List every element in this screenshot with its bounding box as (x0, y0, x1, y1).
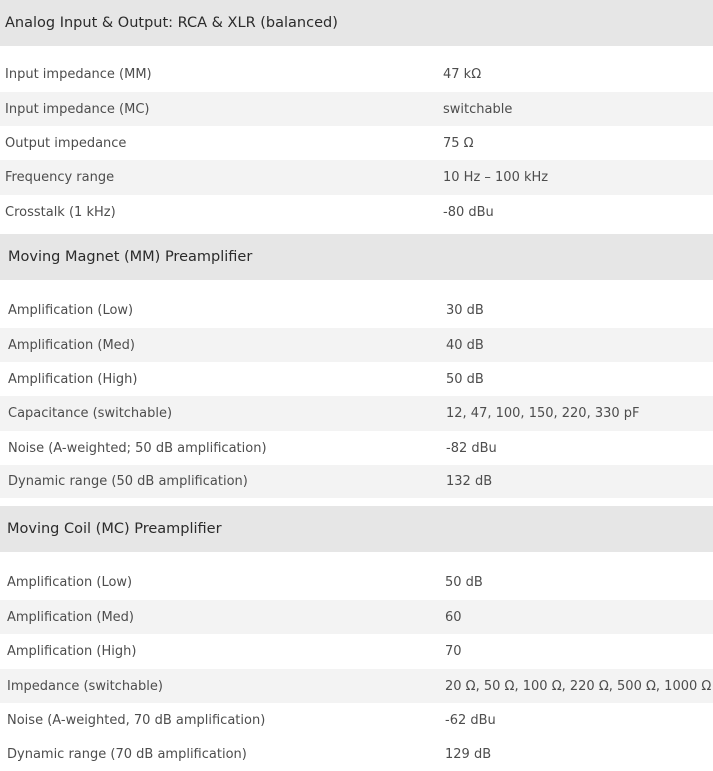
table-row (0, 465, 713, 498)
row-value: -62 dBu (445, 712, 496, 728)
spec-section-mc-preamp (0, 506, 713, 771)
row-value: 129 dB (445, 746, 492, 762)
table-row (0, 328, 713, 362)
row-value: switchable (443, 101, 513, 117)
spec-section-mm-preamp (0, 234, 713, 498)
table-row (0, 634, 713, 669)
row-label: Crosstalk (1 kHz) (5, 204, 116, 220)
row-label: Amplification (Low) (8, 303, 134, 318)
row-label: Output impedance (5, 135, 127, 151)
row-label: Dynamic range (50 dB amplification) (8, 474, 248, 489)
row-value: 75 Ω (443, 135, 474, 151)
row-label: Dynamic range (70 dB amplification) (7, 746, 247, 762)
row-value: 12, 47, 100, 150, 220, 330 pF (446, 406, 640, 421)
table-row (0, 431, 713, 465)
row-value: 70 (445, 644, 462, 659)
row-value: 47 kΩ (443, 67, 482, 82)
row-label: Noise (A-weighted; 50 dB amplification) (8, 440, 267, 456)
row-value: 50 dB (445, 575, 483, 590)
row-value: -82 dBu (446, 440, 497, 456)
row-label: Frequency range (5, 170, 115, 185)
table-row (0, 195, 713, 229)
row-label: Input impedance (MC) (5, 101, 150, 117)
table-row (0, 362, 713, 396)
row-value: 60 (445, 609, 462, 625)
row-label: Amplification (Med) (8, 337, 135, 353)
table-row (0, 57, 713, 92)
section-title: Analog Input & Output: RCA & XLR (balanced) (0, 0, 713, 46)
table-row (0, 669, 713, 703)
table-row (0, 737, 713, 771)
row-label: Input impedance (MM) (5, 67, 152, 82)
section-title: Moving Coil (MC) Preamplifier (0, 506, 713, 552)
row-label: Capacitance (switchable) (8, 406, 173, 421)
spec-section-analog-io (0, 0, 713, 229)
table-row (0, 92, 713, 126)
row-label: Amplification (High) (8, 371, 138, 387)
table-row (0, 126, 713, 160)
row-label: Amplification (Low) (7, 575, 133, 590)
table-row (0, 703, 713, 737)
row-label: Impedance (switchable) (7, 678, 163, 694)
row-value: -80 dBu (443, 204, 494, 220)
row-value: 40 dB (446, 337, 484, 353)
row-label: Amplification (High) (7, 644, 137, 659)
table-row (0, 160, 713, 195)
row-label: Noise (A-weighted, 70 dB amplification) (7, 712, 266, 728)
table-row (0, 293, 713, 328)
row-value: 50 dB (446, 371, 484, 387)
table-row (0, 396, 713, 431)
table-row (0, 565, 713, 600)
row-value: 10 Hz – 100 kHz (443, 170, 549, 185)
row-label: Amplification (Med) (7, 609, 134, 625)
section-title: Moving Magnet (MM) Preamplifier (0, 234, 713, 280)
row-value: 30 dB (446, 303, 484, 318)
row-value: 20 Ω, 50 Ω, 100 Ω, 220 Ω, 500 Ω, 1000 Ω (445, 678, 712, 694)
table-row (0, 600, 713, 634)
row-value: 132 dB (446, 474, 493, 489)
